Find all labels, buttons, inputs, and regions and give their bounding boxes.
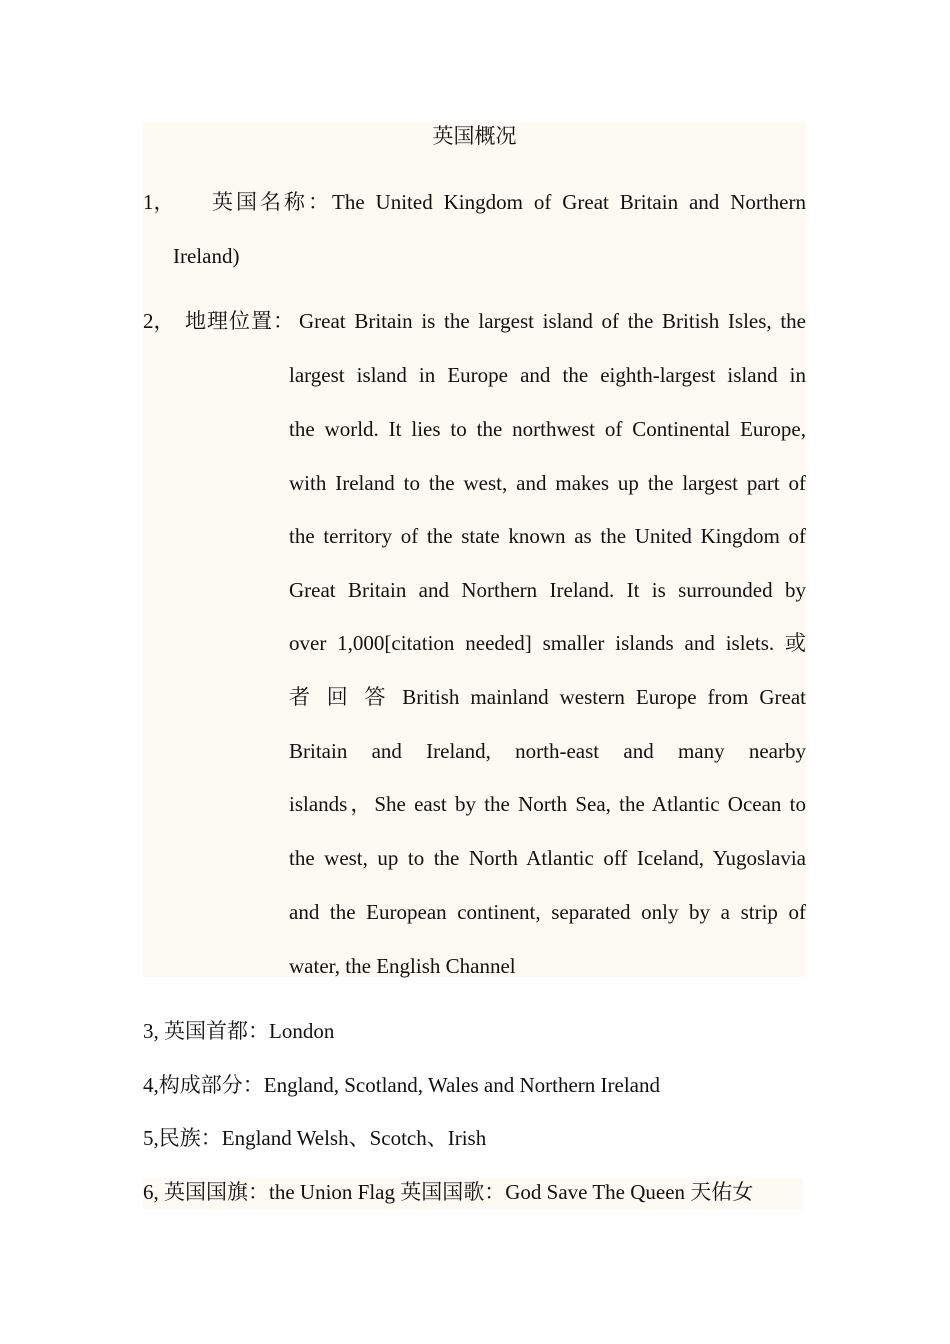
item-1-continuation: Ireland) — [173, 244, 240, 268]
item-1-text: The United Kingdom of Great Britain and Northern — [332, 190, 806, 214]
item-4: 4,构成部分：England, Scotland, Wales and Northern Ireland — [143, 1073, 660, 1097]
item-2-line: the world. It lies to the northwest of Continental Europe, — [289, 417, 806, 441]
item-2-line-last: water, the English Channel — [289, 954, 516, 978]
item-2-first-line: Great Britain is the largest island of the British Isles, the — [299, 309, 806, 333]
item-2-number: 2， — [143, 309, 175, 333]
item-2-line: 者 回 答 British mainland western Europe from Great — [289, 685, 806, 709]
item-2-line: largest island in Europe and the eighth-largest island in — [289, 363, 806, 387]
item-1-label: 英国名称： — [212, 190, 332, 214]
item-2-line: and the European continent, separated only by a strip of — [289, 900, 806, 924]
item-2-line: islands，She east by the North Sea, the Atlantic Ocean to — [289, 792, 806, 816]
item-2-line: the territory of the state known as the United Kingdom of — [289, 524, 806, 548]
item-2-line: the west, up to the North Atlantic off Iceland, Yugoslavia — [289, 846, 806, 870]
item-2-line: Great Britain and Northern Ireland. It is surrounded by — [289, 578, 806, 602]
item-5: 5,民族：England Welsh、Scotch、Irish — [143, 1126, 487, 1150]
item-2-line: over 1,000[citation needed] smaller islands and islets. 或 — [289, 631, 806, 655]
document-title: 英国概况 — [432, 124, 517, 148]
item-2-line: with Ireland to the west, and makes up the largest part of — [289, 471, 806, 495]
item-2-label: 地理位置： — [185, 309, 295, 333]
item-1-number: 1， — [143, 190, 175, 214]
item-2-line: Britain and Ireland, north-east and many nearby — [289, 739, 806, 763]
item-6: 6, 英国国旗：the Union Flag 英国国歌：God Save The Queen 天佑女 — [143, 1180, 754, 1204]
item-3: 3, 英国首都：London — [143, 1019, 335, 1043]
